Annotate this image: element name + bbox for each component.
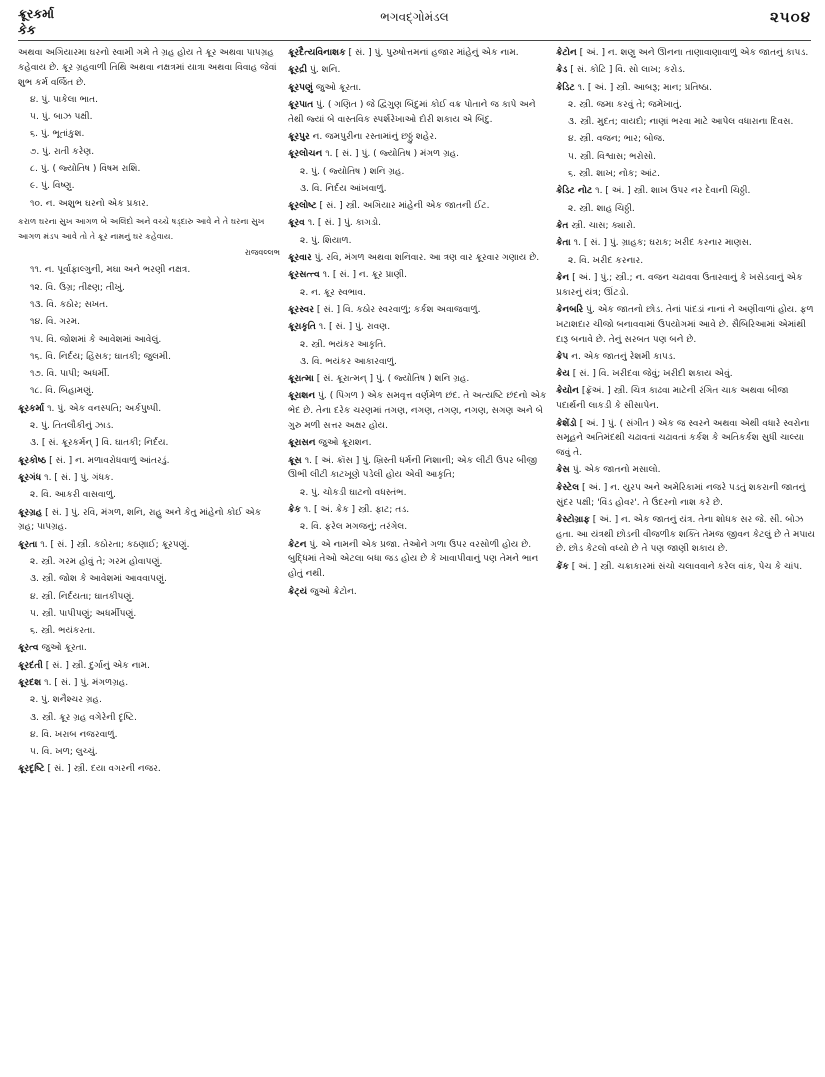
headword: ક્રૂરતા xyxy=(18,539,38,550)
definition-text: ૩. [ સં. ક્રૂરકર્મન્ ] વિ. ઘાતકી; નિર્દય. xyxy=(30,438,169,449)
definition-text: [ સં. ] વિ. ખરીદવા જેવું; ખરીદી શકાય એવું. xyxy=(569,369,733,380)
definition-text: પું. એક જાતનો છોડ. તેનાં પાંદડાં નાનાં ને અણીવાળાં હોય. ફળ ખટાશદાર ચીજો બનાવવામાં ઉપયોગમાં આવે છે. સૈબિરિઆમાં એમાંથી દારૂ બનાવે છે. તેનું સરબત પણ બને છે. xyxy=(556,304,814,345)
definition-text: સ્ત્રી. ચાસ; ક્યારો. xyxy=(568,220,636,231)
headword: ક્રેપ xyxy=(556,351,569,362)
headword: ક્રૂરદૃષ્ટિ xyxy=(18,764,45,775)
definition-text: ન. જમપુરીના રસ્તામાંનું છઠ્ઠું શહેર. xyxy=(309,131,437,142)
definition-text: ૧. [ અં. ક્રેક ] સ્ત્રી. ફાટ; તડ. xyxy=(300,505,410,516)
entry-sense xyxy=(18,162,280,177)
definition-text: ૭. પું. રાતી કરેણ. xyxy=(30,146,95,157)
definition-text: ૫. સ્ત્રી. પાપીપણું; અધર્મીપણું. xyxy=(30,608,137,619)
headword: ક્રૂરદશ xyxy=(18,677,42,688)
definition-text: [ સં. ] ન. મળાવરોધવાળું આંતરડું. xyxy=(46,455,170,466)
definition-text: [ સં. ] વિ. કઠોર સ્વરવાળું; કર્કશ અવાજવાળું. xyxy=(314,304,481,315)
column-3 xyxy=(556,46,818,1074)
dictionary-entry xyxy=(556,463,818,478)
definition-text: ૨. વિ. ફરેલ મગજનું; તરંગેલ. xyxy=(300,522,408,533)
entry-sense xyxy=(18,127,280,142)
definition-text: ૧. [ અં. ક્રૉસ ] પું. ખ્રિસ્તી ધર્મની નિશાની; એક લીટી ઉપર બીજી ઊભી લીટી કાટખૂણે પડેલી હોય એવી આકૃતિ; xyxy=(288,455,538,481)
dictionary-entry xyxy=(556,481,818,511)
entry-sense xyxy=(556,150,818,165)
definition-text: ૨. વિ. આકરી વાસવાળું. xyxy=(30,490,116,501)
dictionary-entry xyxy=(18,676,280,691)
definition-text: ૨. પું. ચોકડી ઘાટનો વધસ્તંભ. xyxy=(300,487,407,498)
headword: ક્રૂરદ્રી xyxy=(288,65,308,76)
entry-sense xyxy=(18,93,280,108)
dictionary-entry xyxy=(18,762,280,777)
definition-text: ૨. ન. ક્રૂર સ્વભાવ. xyxy=(300,287,366,298)
headword: ક્રૂરલોષ્ટ xyxy=(288,201,317,212)
entry-sense xyxy=(18,197,280,212)
page-header xyxy=(18,6,811,42)
definition-text: ૯. પું. વિષ્ણુ. xyxy=(30,181,75,192)
definition-text: [ સં. ] સ્ત્રી. અગિયાર માંહેની એક જાતની ઈંટ. xyxy=(316,201,490,212)
entry-sense xyxy=(18,214,280,244)
definition-text: ૨. સ્ત્રી. શાહ ચિઠ્ઠી. xyxy=(568,203,635,214)
headword: ક્રેનબરિ xyxy=(556,304,584,315)
entry-sense xyxy=(18,246,280,261)
definition-text: ૧. [ સં. ] પું. ગ્રાહક; ઘરાક; ખરીદ કરનાર માણસ. xyxy=(570,238,752,249)
entry-sense xyxy=(556,202,818,217)
dictionary-entry xyxy=(288,320,550,335)
definition-text: ૩. સ્ત્રી. ક્રૂર ગ્રહ વગેરેની દૃષ્ટિ. xyxy=(30,712,137,723)
dictionary-entry xyxy=(288,147,550,162)
headword: ક્રૂસ xyxy=(288,455,302,466)
headword: ક્રૂરપણું xyxy=(288,82,313,93)
dictionary-entry xyxy=(288,251,550,266)
dictionary-entry xyxy=(288,436,550,451)
headword: ક્રેયોન xyxy=(556,386,579,397)
dictionary-entry xyxy=(556,417,818,461)
definition-text: [ અં. ] પું. ( સંગીત ) એક જ સ્વરને અથવા એથી વધારે સ્વરોના સમૂહને અતિમંદથી ચઢાવતાં ચઢાવતાં કર્કશ કે અતિકર્કશ સુધી ચાલ્યા જવું તે. xyxy=(556,418,810,459)
headword: ક્રૂરકોષ્ઠ xyxy=(18,455,47,466)
headword: ક્રૂરાકૃતિ xyxy=(288,322,316,333)
dictionary-entry xyxy=(556,303,818,347)
entry-sense xyxy=(288,234,550,249)
entry-sense xyxy=(18,728,280,743)
entry-sense xyxy=(556,115,818,130)
dictionary-entry xyxy=(288,585,550,600)
entry-sense xyxy=(18,281,280,296)
definition-text: [ સં. ] પું. રવિ, મંગળ, શનિ, રાહુ અને કેતુ માંહેનો કોઈ એક ગ્રહ; પાપગ્રહ. xyxy=(18,507,262,533)
definition-text: [ અં. ] સ્ત્રી. ચક્રાકારમાં સંચો ચલાવવાને કરેલ વાંક, પેચ કે ચાંપ. xyxy=(568,561,803,572)
dictionary-entry xyxy=(18,659,280,674)
headword: ક્રેડિટ નોટ xyxy=(556,186,593,197)
entry-sense xyxy=(556,98,818,113)
dictionary-entry xyxy=(556,367,818,382)
definition-text: ૪. પું. પાકેલા ભાત. xyxy=(30,94,99,105)
headword: ક્રૂરગંધ xyxy=(18,472,42,483)
headword: ક્રૂરત્વ xyxy=(18,643,39,654)
headword: ક્રેન xyxy=(556,272,570,283)
dictionary-entry xyxy=(18,471,280,486)
entry-sense xyxy=(18,419,280,434)
definition-text: ૧૪. વિ. ગરમ. xyxy=(30,317,81,328)
definition-text: ૨. વિ. ખરીદ કરનાર. xyxy=(568,255,644,266)
headword: ક્રેટોન xyxy=(556,48,577,58)
dictionary-entry xyxy=(556,81,818,96)
entry-sense xyxy=(288,355,550,370)
entry-sense xyxy=(288,520,550,535)
dictionary-entry xyxy=(288,216,550,231)
headword: ક્રેટ્યં xyxy=(288,586,308,597)
headword: ક્રૂરાત્મા xyxy=(288,374,314,385)
entry-sense xyxy=(18,693,280,708)
headword: ક્રૂરસ્વર xyxy=(288,304,314,315)
dictionary-entry xyxy=(556,184,818,199)
entry-sense xyxy=(288,182,550,197)
entry-sense xyxy=(18,572,280,587)
entry-sense xyxy=(556,167,818,182)
entry-sense xyxy=(288,338,550,353)
dictionary-entry xyxy=(288,98,550,128)
definition-text: ૩. વિ. ભયંકર આકારવાળું. xyxy=(300,356,397,367)
entry-sense xyxy=(18,298,280,313)
definition-text: પું. રવિ, મંગળ અથવા શનિવાર. આ ત્રણ વાર ક્રૂરવાર ગણાય છે. xyxy=(311,253,540,264)
definition-text: ૧. [ સં. ] સ્ત્રી. કઠોરતા; કઠણાઈ; ક્રૂરપણું. xyxy=(37,539,190,550)
definition-text: ૧. [ અં. ] સ્ત્રી. શાખ ઉપર નર દેવાની ચિઠ્ઠી. xyxy=(592,186,751,197)
entry-sense xyxy=(18,350,280,365)
entry-sense xyxy=(18,488,280,503)
headword: ક્રૂરપાત xyxy=(288,99,314,110)
headword: ક્રેત xyxy=(556,220,569,231)
definition-text: ન. એક જાતનું રેશમી કાપડ. xyxy=(568,351,676,362)
definition-text: ૨. પું. તિતલૌકીનું ઝાડ. xyxy=(30,421,114,432)
entry-sense xyxy=(18,263,280,278)
guide-word-last: કેક xyxy=(18,22,36,37)
dictionary-entry xyxy=(288,130,550,145)
definition-text: [ફ્રૅઅં. ] સ્ત્રી. ચિત્ર કાઢવા માટેની રંગિત ચાક અથવા બીજા પદાર્થની લાકડી કે સીસાપેન. xyxy=(556,386,789,412)
headword: ક્રૂરગ્રહ xyxy=(18,507,43,518)
headword: ક્રેસ્ટોગ્રાફ xyxy=(556,514,590,525)
entry-sense xyxy=(288,486,550,501)
definition-text: અથવા અગિયારમા ઘરનો સ્વામી ગમે તે ગ્રહ હોય તે ક્રૂર અથવા પાપગ્રહ કહેવાય છે. ક્રૂર ગ્રહવાળી તિથિ અથવા નક્ષત્રમાં યાત્રા અથવા વિવાહ જેવાં શુભ કર્મ વર્જિત છે. xyxy=(18,48,277,88)
headword: ક્રૂરલોચન xyxy=(288,149,323,160)
headword: ક્રૂરદૈત્યવિનાશક xyxy=(288,48,346,58)
dictionary-entry xyxy=(556,350,818,365)
entry-sense xyxy=(18,46,280,90)
headword: ક્રેય xyxy=(556,369,570,380)
definition-text: ૨. પું. શનૈશ્ચર ગ્રહ. xyxy=(30,695,102,706)
definition-text: ૧. [ સં. ] પું. કાગડો. xyxy=(304,218,382,229)
definition-text: પું. ( ગણિત ) જે દ્વિગુણ બિંદુમાં કોઈ વક્ર પોતાને જ કાપે અને તેથી જ્યાં બે વાસ્તવિક સ્પર્શરેખાઓ દોરી શકાય એ બિંદુ. xyxy=(288,99,536,125)
definition-text: [ સં. કોટિ ] વિ. સો લાખ; કરોડ. xyxy=(567,65,686,76)
definition-text: ૨. સ્ત્રી. જમા કરવું તે; જમેખાતું. xyxy=(568,99,682,110)
headword: ક્રૂરપુર xyxy=(288,131,310,142)
definition-text: ૫. સ્ત્રી. વિશ્વાસ; ભરોસો. xyxy=(568,151,657,162)
definition-text: ૬. પું. ભૂતાંકુશ. xyxy=(30,129,85,140)
entry-sense xyxy=(288,165,550,180)
dictionary-entry xyxy=(288,389,550,433)
definition-text: ૫. પું. બાઝ પક્ષી. xyxy=(30,112,93,123)
headword: ક્રૂરસત્ત્વ xyxy=(288,270,320,281)
dictionary-entry xyxy=(288,46,550,61)
dictionary-entry xyxy=(556,560,818,575)
dictionary-entry xyxy=(288,81,550,96)
dictionary-entry xyxy=(288,303,550,318)
entry-sense xyxy=(18,624,280,639)
dictionary-entry xyxy=(556,219,818,234)
headword: ક્રૂરાશન xyxy=(288,391,316,402)
entry-sense xyxy=(18,110,280,125)
entry-sense xyxy=(18,384,280,399)
headword: ક્રૂરકર્મા xyxy=(18,403,45,414)
dictionary-entry xyxy=(18,538,280,553)
dictionary-entry xyxy=(288,454,550,484)
definition-text: ૧. [ અં. ] સ્ત્રી. આબરૂ; માન; પ્રતિષ્ઠા. xyxy=(574,82,713,93)
headword: ક્રૂરદંતી xyxy=(18,660,43,671)
dictionary-entry xyxy=(288,199,550,214)
dictionary-entry xyxy=(556,384,818,414)
dictionary-entry xyxy=(288,538,550,582)
dictionary-entry xyxy=(556,271,818,301)
definition-text: જુઓ ક્રૂરતા. xyxy=(38,643,87,654)
definition-text: પું. ( પિંગળ ) એક સમવૃત્ત વર્ણમેળ છંદ. તે અત્યષ્ટિ છંદનો એક ભેદ છે. તેના દરેક ચરણમાં તગણ, નગણ, તગણ, નગણ, સગણ અને બે ગુરુ મળી સત્તર અક્ષર હોય. xyxy=(288,391,547,432)
guide-word-first: ક્રૂરકર્મા xyxy=(18,6,55,21)
definition-text: [ અં. ] ન. શણુ અને ઊનના તાણાવાણાવાળું એક જાતનું કાપડ. xyxy=(576,48,809,58)
entry-sense xyxy=(18,436,280,451)
entry-sense xyxy=(18,315,280,330)
definition-text: જુઓ ક્રૂરતા. xyxy=(312,82,362,93)
definition-text: ૧૬. વિ. નિર્દય; હિંસક; ઘાતકી; જુલમી. xyxy=(30,351,171,362)
dictionary-entry xyxy=(18,454,280,469)
definition-text: પું. એક જાતનો મસાલો. xyxy=(569,465,661,476)
dictionary-entry xyxy=(556,513,818,557)
definition-text: ૧૭. વિ. પાપી; અધર્મી. xyxy=(30,369,110,380)
headword: ક્રેંક xyxy=(556,561,569,572)
entry-sense xyxy=(18,179,280,194)
definition-text: ૧. [ સં. ] ન. ક્રૂર પ્રાણી. xyxy=(319,270,408,281)
definition-text: ૩. વિ. નિર્દય આંખવાળું. xyxy=(300,183,387,194)
headword: ક્રેતા xyxy=(556,238,571,249)
headword: ક્રેટન xyxy=(288,539,307,550)
dictionary-entry xyxy=(556,236,818,251)
definition-text: ૨. સ્ત્રી. ગરમ હોવું તે; ગરમ હોવાપણું. xyxy=(30,556,163,567)
headword: ક્રૂરવ xyxy=(288,218,305,229)
page-number: ૨૫૦૪ xyxy=(770,8,811,26)
dictionary-entry xyxy=(18,402,280,417)
entry-sense xyxy=(18,555,280,570)
definition-text: [ અં. ] પું.; સ્ત્રી.; ન. વજન ચઢાવવા ઉતારવાનું કે ખસેડવાનું એક પ્રકારનું યંત્ર; ઊંટડો. xyxy=(556,272,803,298)
entry-sense xyxy=(556,132,818,147)
definition-text: કરાળ ઘરના સુખ આગળ બે અલિંદો અને વચ્ચે ષડ્દારુ આવે ને તે ઘરના સુખ આગળ મંડપ આવે તો તે ક્રૂર નામનું ઘર કહેવાય. xyxy=(18,215,265,241)
definition-text: ૪. સ્ત્રી. વજન; ભાર; બોજ. xyxy=(568,134,665,145)
dictionary-entry xyxy=(288,503,550,518)
definition-text: [ અં. ] ન. એક જાતનું યંત્ર. તેના શોધક સર જે. સી. બોઝ હતા. આ યંત્રથી છોડની વીજળીક શક્તિ તેમજ જીવન કેટલું છે તે મપાય છે. છોડ કેટલો વધ્યો છે તે પણ જાણી શકાય છે. xyxy=(556,514,815,555)
headword: ક્રેડિટ xyxy=(556,82,575,93)
definition-text: જુઓ ક્રૂરાશન. xyxy=(315,438,372,449)
definition-text: પું. એ નામની એક પ્રજા. તેઓને ગળા ઉપર વરસોળી હોય છે. બુદ્ધિમાં તેઓ એટલા બધા જડ હોય છે કે ખાવાપીવાનું પણ તેમને ભાન હોતું નથી. xyxy=(288,539,539,580)
dictionary-entry xyxy=(556,46,818,61)
definition-text: [ સં. ] પું. પુરુષોત્તમનાં હજાર માંહેનું એક નામ. xyxy=(345,48,519,58)
entry-sense xyxy=(18,745,280,760)
entry-sense xyxy=(556,254,818,269)
definition-text: [ સં. ] સ્ત્રી. દુર્ગાનું એક નામ. xyxy=(42,660,150,671)
headword: ક્રેસ્ટેલ xyxy=(556,482,580,493)
entry-sense xyxy=(18,145,280,160)
definition-text: [ સં. ] સ્ત્રી. દયા વગરની નજર. xyxy=(44,764,161,775)
definition-text: ૮. પું. ( જ્યોતિષ ) વિષમ રાશિ. xyxy=(30,164,141,175)
dictionary-entry xyxy=(18,506,280,536)
headword: ક્રેસ xyxy=(556,465,570,476)
headword: ક્રૂરવાર xyxy=(288,253,312,264)
headword: ક્રેશેંડો xyxy=(556,418,577,429)
entry-sense xyxy=(18,607,280,622)
definition-text: ૨. પું. શિયાળ. xyxy=(300,235,352,246)
definition-text: ૧. પું. એક વનસ્પતિ; અર્કપુષ્પી. xyxy=(44,403,162,414)
definition-text: ૫. વિ. ખળ; લુચ્ચું. xyxy=(30,747,98,758)
entry-sense xyxy=(18,367,280,382)
headword: ક્રેક xyxy=(288,505,301,516)
definition-text: [ સં. ક્રૂરાત્મન્ ] પું. ( જ્યોતિષ ) શનિ ગ્રહ. xyxy=(313,374,470,385)
definition-text: ૧૩. વિ. કઠોર; સખત. xyxy=(30,299,109,310)
definition-text: ૧૦. ન. અશુભ ઘરનો એક પ્રકાર. xyxy=(30,198,149,209)
definition-text: ૬. સ્ત્રી. શાખ; નોક; આંટ. xyxy=(568,169,661,180)
definition-text: ૨. સ્ત્રી. ભયંકર આકૃતિ. xyxy=(300,339,387,350)
dictionary-entry xyxy=(556,63,818,78)
definition-text: પું. શનિ. xyxy=(307,65,341,76)
dictionary-entry xyxy=(288,372,550,387)
dictionary-entry xyxy=(18,641,280,656)
definition-text: ૧. [ સં. ] પું. ( જ્યોતિષ ) મંગળ ગ્રહ. xyxy=(322,149,460,160)
book-title: ભગવદ્ગોમંડલ xyxy=(380,10,449,24)
definition-text: ૧. [ સં. ] પું. ગંધક. xyxy=(41,472,114,483)
dictionary-entry xyxy=(288,268,550,283)
definition-text: ૧૫. વિ. જોશમાં કે આવેશમાં આવેલું. xyxy=(30,334,162,345)
definition-text: જુઓ ક્રેટોન. xyxy=(307,586,357,597)
definition-text: ૧. [ સં. ] પું. રાવણ. xyxy=(315,322,391,333)
headword: ક્રૂરાસન xyxy=(288,438,316,449)
definition-text: ૪. સ્ત્રી. નિર્દયતા; ઘાતકીપણું. xyxy=(30,591,135,602)
definition-text: ૩. સ્ત્રી. મુદત; વાયદો; નાણાં ભરવા માટે આપેલ વધારાના દિવસ. xyxy=(568,117,794,128)
definition-text: રાજવલ્લભ xyxy=(244,248,280,258)
definition-text: ૧૧. ન. પૂર્વાફાલ્ગુની, મઘા અને ભરણી નક્ષત્ર. xyxy=(30,265,191,276)
definition-text: ૧૨. વિ. ઉગ્ર; તીક્ષ્ણ; તીખું. xyxy=(30,282,125,293)
entry-sense xyxy=(18,333,280,348)
definition-text: ૨. પું. ( જ્યોતિષ ) શનિ ગ્રહ. xyxy=(300,166,405,177)
definition-text: ૩. સ્ત્રી. જોશ કે આવેશમાં આવવાપણું. xyxy=(30,574,167,585)
definition-text: ૪. વિ. ખરાબ નજરવાળું. xyxy=(30,729,118,740)
column-2 xyxy=(288,46,550,1074)
column-1 xyxy=(18,46,280,1074)
entry-sense xyxy=(288,286,550,301)
header-divider xyxy=(18,40,811,41)
definition-text: [ અં. ] ન. યુરપ અને અમેરિકામાં નજરે પડતું શકરાની જાતનું સુંદર પક્ષી; 'વિંડ હોવર'. તે ઉંદરનો નાશ કરે છે. xyxy=(556,482,806,508)
definition-text: ૬. સ્ત્રી. ભયંકરતા. xyxy=(30,626,96,637)
dictionary-entry xyxy=(288,63,550,78)
entry-sense xyxy=(18,590,280,605)
definition-text: ૧. [ સં. ] પું. મંગળગ્રહ. xyxy=(41,677,129,688)
entry-sense xyxy=(18,711,280,726)
headword: ક્રેડ xyxy=(556,65,568,76)
definition-text: ૧૮. વિ. બિહામણું. xyxy=(30,386,95,397)
